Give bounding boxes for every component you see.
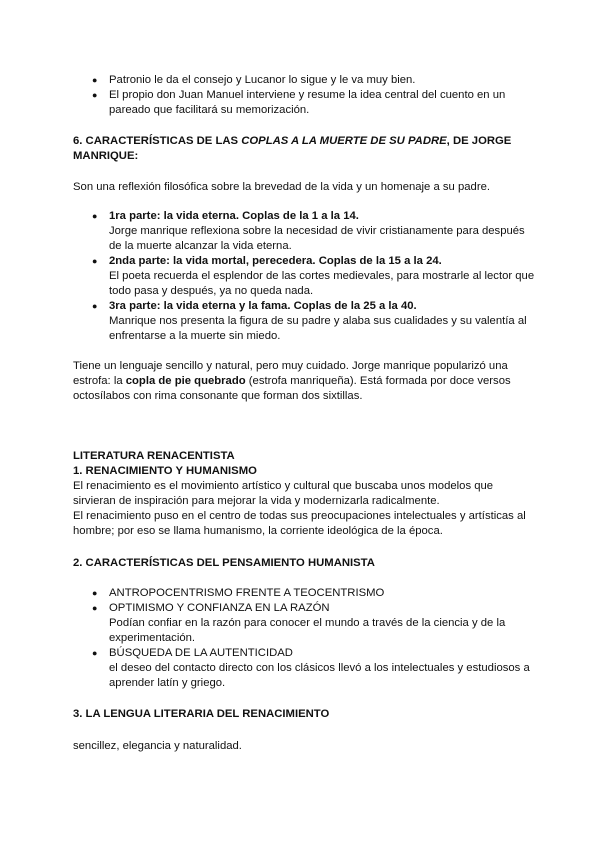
closing-suffix: (estrofa manriqueña). Está formada por doce versos: [245, 375, 511, 387]
bullet-icon: ●: [92, 256, 98, 266]
section-1-text: El renacimiento puso en el centro de todas sus preocupaciones intelectuales y artísticas al: [73, 510, 526, 522]
list-item: Patronio le da el consejo y Lucanor lo sigue y le va muy bien.: [109, 74, 416, 86]
section-1-heading: 1. RENACIMIENTO Y HUMANISMO: [73, 465, 257, 477]
section-3-text: sencillez, elegancia y naturalidad.: [73, 740, 242, 752]
humanism-item-text: experimentación.: [109, 632, 196, 644]
part-text: todo pasa y después, ya no queda nada.: [109, 285, 314, 297]
bullet-icon: ●: [92, 301, 98, 311]
part-text: de la muerte alcanzar la vida eterna.: [109, 240, 292, 252]
part-text: Manrique nos presenta la figura de su padre y alaba sus cualidades y su valentía al: [109, 315, 527, 327]
humanism-item: OPTIMISMO Y CONFIANZA EN LA RAZÓN: [109, 602, 330, 614]
list-item-continuation: pareado que facilitará su memorización.: [109, 104, 310, 116]
humanism-item-text: el deseo del contacto directo con los clásicos llevó a los intelectuales y estudiosos a: [109, 662, 530, 674]
humanism-item: ANTROPOCENTRISMO FRENTE A TEOCENTRISMO: [109, 587, 385, 599]
literatura-title: LITERATURA RENACENTISTA: [73, 450, 235, 462]
part-title: 2nda parte: la vida mortal, perecedera. Coplas de la 15 a la 24.: [109, 255, 442, 267]
part-title: 3ra parte: la vida eterna y la fama. Coplas de la 25 a la 40.: [109, 300, 417, 312]
heading-prefix: 6. CARACTERÍSTICAS DE LAS: [73, 135, 242, 147]
bullet-icon: ●: [92, 648, 98, 658]
part-text: Jorge manrique reflexiona sobre la necesidad de vivir cristianamente para después: [109, 225, 525, 237]
section-6-heading-line2: MANRIQUE:: [73, 150, 139, 162]
humanism-item-text: aprender latín y griego.: [109, 677, 226, 689]
closing-paragraph-line: Tiene un lenguaje sencillo y natural, pero muy cuidado. Jorge manrique popularizó una: [73, 360, 508, 372]
list-item: El propio don Juan Manuel interviene y resume la idea central del cuento en un: [109, 89, 506, 101]
humanism-item-text: Podían confiar en la razón para conocer el mundo a través de la ciencia y de la: [109, 617, 506, 629]
section-6-intro: Son una reflexión filosófica sobre la brevedad de la vida y un homenaje a su padre.: [73, 181, 490, 193]
section-6-heading: [73, 134, 511, 149]
section-2-heading: 2. CARACTERÍSTICAS DEL PENSAMIENTO HUMANISTA: [73, 557, 375, 569]
heading-suffix: , DE JORGE: [446, 135, 512, 147]
bullet-icon: ●: [92, 211, 98, 221]
humanism-item: BÚSQUEDA DE LA AUTENTICIDAD: [109, 647, 293, 659]
bullet-icon: ●: [92, 75, 98, 85]
closing-paragraph-line: octosílabos con rima consonante que forman dos sixtillas.: [73, 390, 363, 402]
bullet-icon: ●: [92, 588, 98, 598]
section-3-heading: 3. LA LENGUA LITERARIA DEL RENACIMIENTO: [73, 708, 330, 720]
section-1-text: sirvieran de inspiración para mejorar la vida y modernizarla radicalmente.: [73, 495, 440, 507]
part-text: enfrentarse a la muerte sin miedo.: [109, 330, 281, 342]
part-title: 1ra parte: la vida eterna. Coplas de la 1 a la 14.: [109, 210, 359, 222]
part-text: El poeta recuerda el esplendor de las cortes medievales, para mostrarle al lector que: [109, 270, 535, 282]
closing-paragraph-line: [73, 374, 511, 389]
bullet-icon: ●: [92, 90, 98, 100]
section-1-text: hombre; por eso se llama humanismo, la corriente ideológica de la época.: [73, 525, 443, 537]
section-1-text: El renacimiento es el movimiento artístico y cultural que buscaba unos modelos que: [73, 480, 494, 492]
closing-prefix: estrofa: la: [73, 375, 126, 387]
copla-term: copla de pie quebrado: [125, 375, 246, 387]
heading-italic-title: COPLAS A LA MUERTE DE SU PADRE: [241, 135, 447, 147]
bullet-icon: ●: [92, 603, 98, 613]
